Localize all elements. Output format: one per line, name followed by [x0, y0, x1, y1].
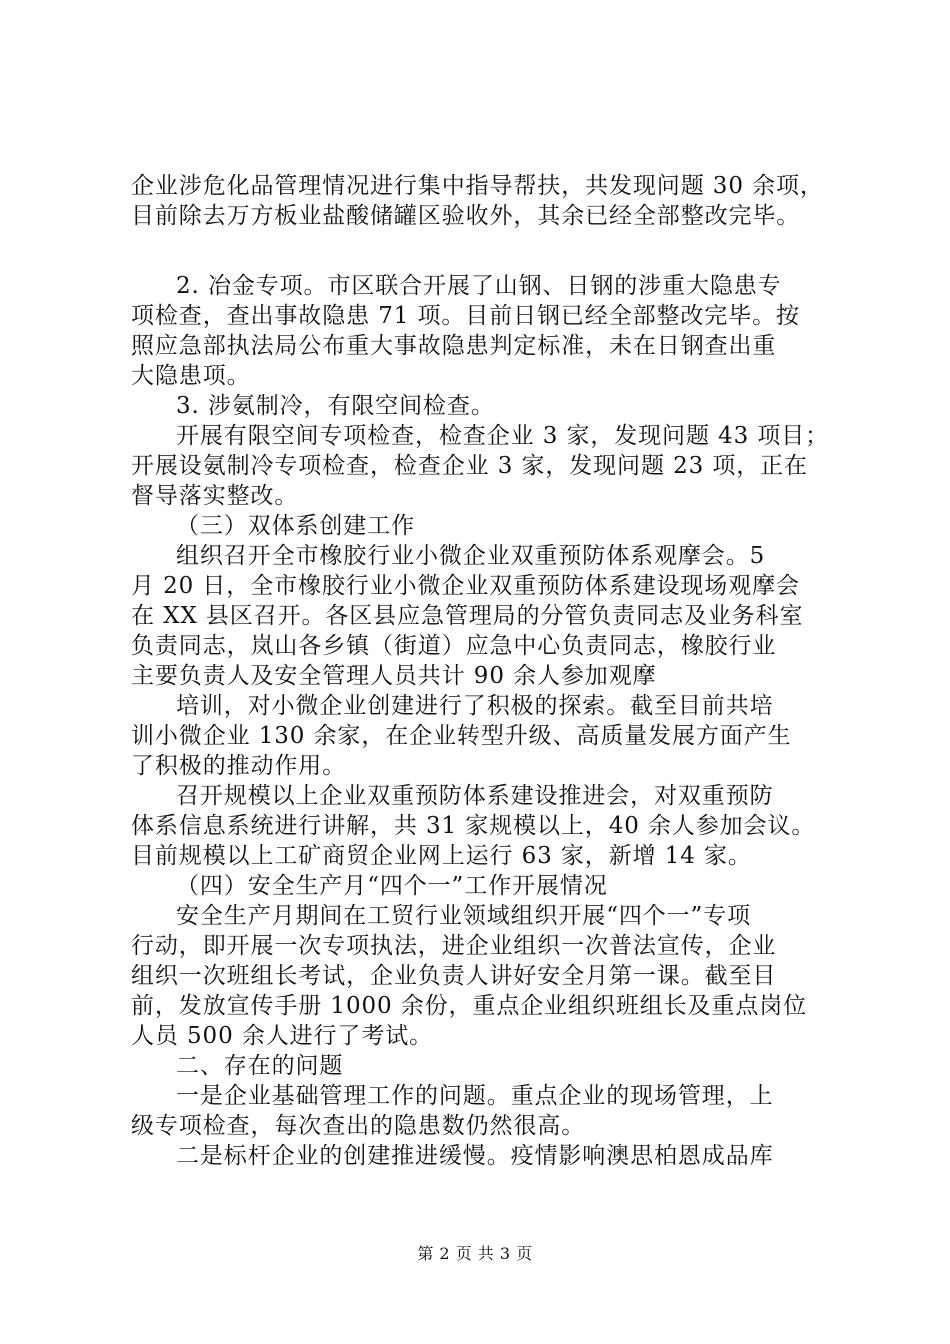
text-line: 组织召开全市橡胶行业小微企业双重预防体系观摩会。5 — [176, 543, 766, 569]
paragraph-confined-space — [131, 421, 831, 511]
text-line: 召开规模以上企业双重预防体系建设推进会，对双重预防 — [176, 783, 774, 809]
section-heading-safety-month — [131, 871, 831, 901]
text-line: 体系信息系统进行讲解，共 31 家规模以上，40 余人参加会议。 — [131, 813, 816, 839]
paragraph-four-ones — [131, 901, 831, 1051]
paragraph-hazchem-guidance — [131, 171, 831, 231]
text-line: 一是企业基础管理工作的问题。重点企业的现场管理，上 — [176, 1083, 774, 1109]
text-line: 企业涉危化品管理情况进行集中指导帮扶，共发现问题 30 余项， — [131, 173, 824, 199]
text-line: 照应急部执法局公布重大事故隐患判定标准，未在日钢查出重 — [131, 333, 777, 359]
paragraph-metallurgy — [131, 271, 831, 391]
paragraph-spacer — [131, 231, 831, 271]
text-line: 目前除去万方板业盐酸储罐区验收外，其余已经全部整改完毕。 — [131, 203, 801, 229]
text-line: 培训，对小微企业创建进行了积极的探索。截至目前共培 — [176, 693, 774, 719]
paragraph-training — [131, 691, 831, 781]
text-line: 安全生产月期间在工贸行业领域组织开展“四个一”专项 — [176, 903, 752, 929]
text-line: 项检查，查出事故隐患 71 项。目前日钢已经全部整改完毕。按 — [131, 303, 800, 329]
text-line: 二是标杆企业的创建推进缓慢。疫情影响澳思柏恩成品库 — [176, 1143, 774, 1169]
text-line: 组织一次班组长考试，企业负责人讲好安全月第一课。截至目 — [131, 963, 777, 989]
text-line: 在 XX 县区召开。各区县应急管理局的分管负责同志及业务科室 — [131, 603, 804, 629]
text-line: （三）双体系创建工作 — [176, 513, 415, 539]
text-line: 月 20 日，全市橡胶行业小微企业双重预防体系建设现场观摩会 — [131, 573, 800, 599]
text-line: 行动，即开展一次专项执法，进企业组织一次普法宣传，企业 — [131, 933, 777, 959]
text-line: 2. 冶金专项。市区联合开展了山钢、日钢的涉重大隐患专 — [176, 273, 782, 299]
text-line: 3. 涉氨制冷，有限空间检查。 — [176, 393, 495, 419]
text-line: 开展有限空间专项检查，检查企业 3 家，发现问题 43 项目； — [176, 423, 830, 449]
text-line: 级专项检查，每次查出的隐患数仍然很高。 — [131, 1113, 586, 1139]
text-line: 开展设氨制冷专项检查，检查企业 3 家，发现问题 23 项，正在 — [131, 453, 808, 479]
text-line: 人员 500 余人进行了考试。 — [131, 1023, 434, 1049]
paragraph-problem-one — [131, 1081, 831, 1141]
text-line: 负责同志，岚山各乡镇（街道）应急中心负责同志，橡胶行业 — [131, 633, 777, 659]
text-line: 督导落实整改。 — [131, 483, 299, 509]
text-line: 主要负责人及安全管理人员共计 90 余人参加观摩 — [131, 663, 657, 689]
section-heading-dual-system — [131, 511, 831, 541]
section-heading-problems — [131, 1051, 831, 1081]
paragraph-large-enterprise-meeting — [131, 781, 831, 871]
paragraph-problem-two — [131, 1141, 831, 1171]
text-line: （四）安全生产月“四个一”工作开展情况 — [176, 873, 608, 899]
paragraph-rubber-observation — [131, 541, 831, 691]
text-line: 前，发放宣传手册 1000 余份，重点企业组织班组长及重点岗位 — [131, 993, 808, 1019]
document-body — [131, 171, 831, 1171]
text-line: 了积极的推动作用。 — [131, 753, 347, 779]
text-line: 大隐患项。 — [131, 363, 251, 389]
text-line: 训小微企业 130 余家，在企业转型升级、高质量发展方面产生 — [131, 723, 792, 749]
paragraph-ammonia-heading — [131, 391, 831, 421]
page-number-footer: 第 2 页 共 3 页 — [417, 1244, 533, 1263]
text-line: 二、存在的问题 — [176, 1053, 344, 1079]
text-line: 目前规模以上工矿商贸企业网上运行 63 家，新增 14 家。 — [131, 843, 752, 869]
